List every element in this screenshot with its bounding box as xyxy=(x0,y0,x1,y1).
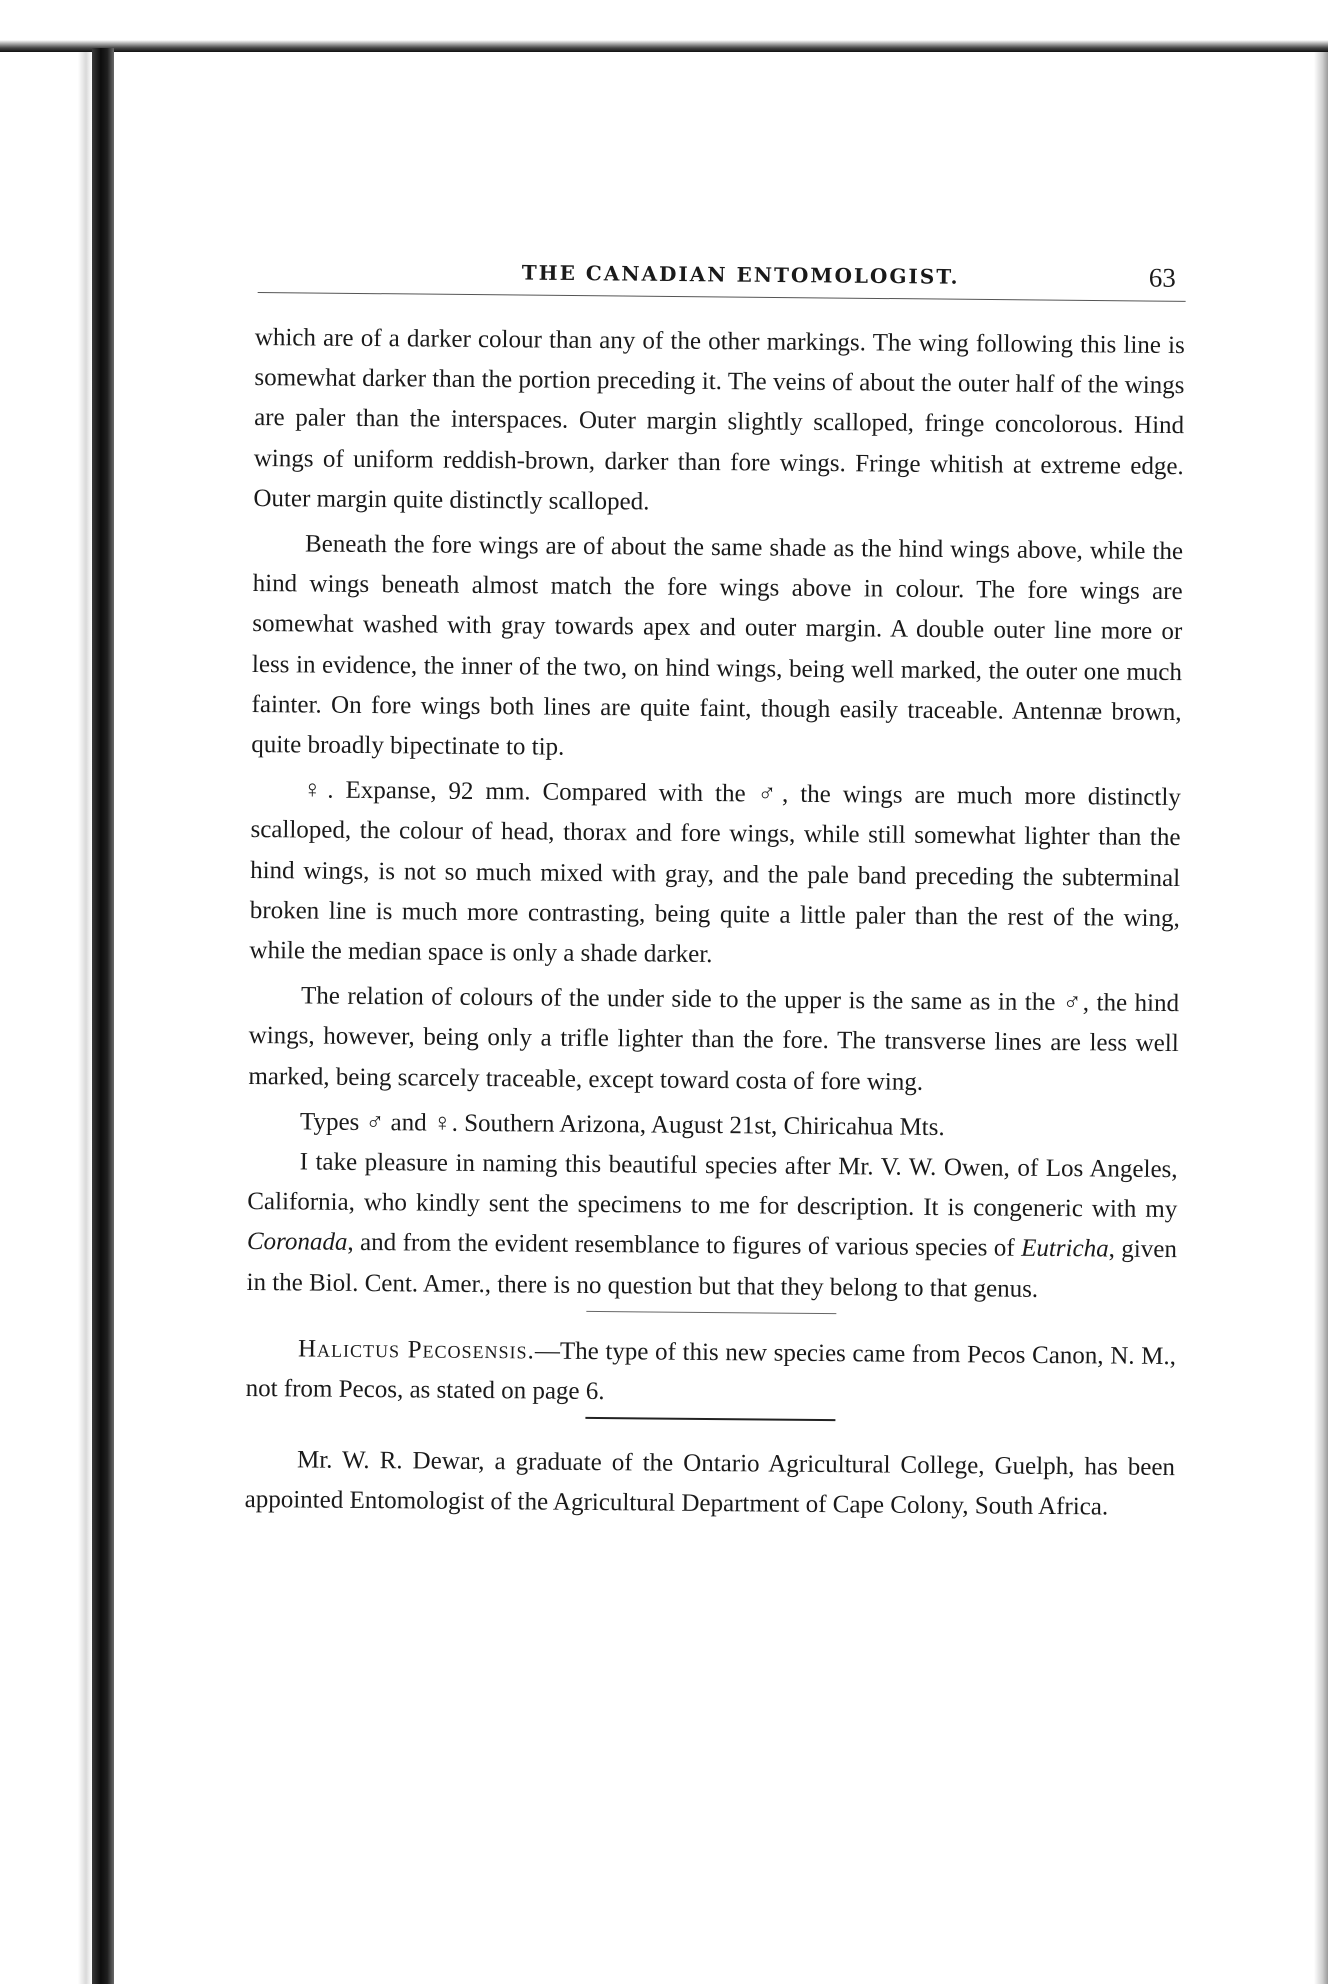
halictus-text: —The type of this new species came from Pecos Canon, N. M., not from Pecos, as stated on page 6. xyxy=(245,1337,1177,1406)
section-separator-2 xyxy=(585,1417,835,1421)
paragraph-female: ♀. Expanse, 92 mm. Compared with the ♂, the wings are much more distinctly scalloped, the colour of head, thorax and fore wings, while still somewhat lighter than the hind wings, is not so much mixed with gray, and the pale band preceding the subterminal broken line is much more contrasting, being quite a little paler than the rest of the wing, while the median space is only a shade darker. xyxy=(249,776,1181,969)
section-separator xyxy=(586,1311,836,1314)
naming-text-2: , and from the evident resemblance to figures of various species of xyxy=(347,1229,1022,1263)
scan-left-margin xyxy=(0,0,92,1984)
paragraph-dewar: Mr. W. R. Dewar, a graduate of the Ontario Agricultural College, Guelph, has been appointed Entomologist of the Agricultural Department of Cape Colony, South Africa. xyxy=(244,1446,1176,1521)
naming-text-3: , given in the Biol. Cent. Amer., there is no question but that they belong to that genus. xyxy=(246,1235,1178,1303)
paragraph-underside: Beneath the fore wings are of about the same shade as the hind wings above, while the hind wings beneath almost match the fore wings above in colour. The fore wings are somewhat washed with gray towards apex and outer margin. A double outer line more or less in evidence, the inner of the two, on hind wings, being well marked, the outer one much fainter. On fore wings both lines are quite faint, though easily traceable. Antennæ brown, quite broadly bipectinate to tip. xyxy=(251,530,1184,761)
page-number: 63 xyxy=(1148,262,1176,293)
paragraph-types: Types ♂ and ♀. Southern Arizona, August 21st, Chiricahua Mts. xyxy=(299,1108,945,1141)
species-name-halictus: Halictus Pecosensis. xyxy=(297,1335,536,1365)
running-title: THE CANADIAN ENTOMOLOGIST. xyxy=(521,260,960,289)
paragraph-continued: which are of a darker colour than any of the other markings. The wing following this line is somewhat darker than the portion preceding it. The veins of about the outer half of the wings are paler than the interspaces. Outer margin slightly scalloped, fringe concolorous. Hind wings of uniform reddish-brown, darker than fore wings. Fringe whitish at extreme edge. Outer margin quite distinctly scalloped. xyxy=(253,323,1185,516)
paragraph-relation-of-colours: The relation of colours of the under side to the upper is the same as in the ♂, the hind wings, however, being only a trifle lighter than the fore. The transverse lines are less well marked, being scarcely traceable, except toward costa of fore wing. xyxy=(248,982,1180,1096)
book-spine-shadow xyxy=(92,48,114,1984)
genus-coronada: Coronada xyxy=(246,1228,348,1257)
scan-right-edge xyxy=(1314,52,1328,1984)
scan-top-edge xyxy=(0,0,1328,52)
naming-text-1: I take pleasure in naming this beautiful species after Mr. V. W. Owen, of Los Angeles, California, who kindly sent the specimens to me for description. It is congeneric with my xyxy=(247,1148,1178,1224)
body-text xyxy=(244,318,1185,1534)
paragraph-halictus xyxy=(245,1329,1176,1418)
paragraph-naming xyxy=(246,1142,1177,1311)
genus-eutricha: Eutricha xyxy=(1021,1235,1109,1263)
